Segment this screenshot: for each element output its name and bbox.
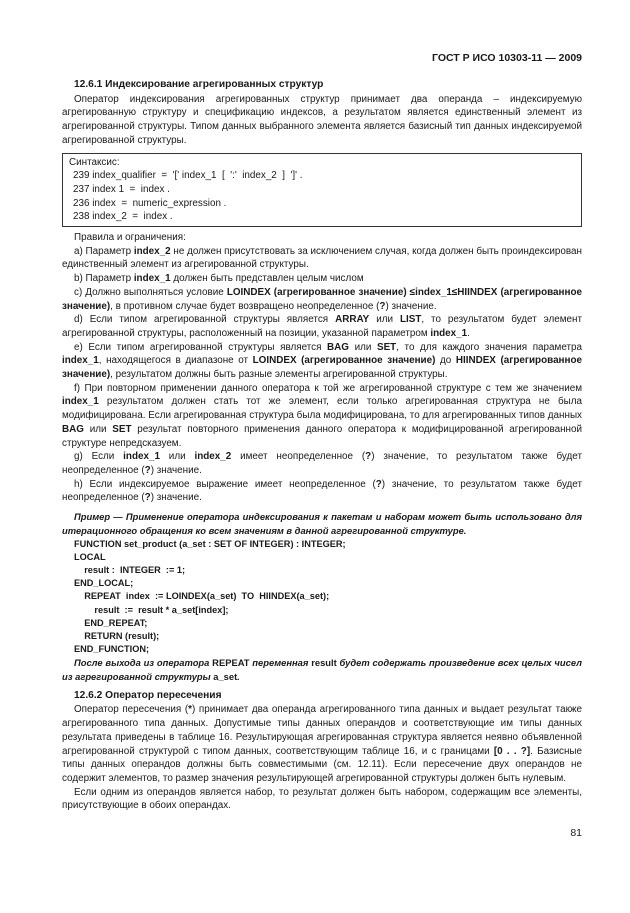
rule-c: с) Должно выполняться условие LOINDEX (агрегированное значение) ≤index_1≤HIINDEX (агрегированное значение), в противном случае будет возвращено неопределенное (?) значение.: [62, 286, 582, 312]
code-line: result : INTEGER := 1;: [74, 564, 186, 575]
rule-h: h) Если индексируемое выражение имеет неопределенное (?) значение, то результатом также будет неопределенное (?) значение.: [62, 478, 582, 504]
page-content: [62, 78, 582, 813]
rule-g: g) Если index_1 или index_2 имеет неопределенное (?) значение, то результатом также будет неопределенное (?) значение.: [62, 451, 582, 476]
syntax-line: 238 index_2 = index .: [73, 211, 173, 223]
code-line: REPEAT index := LOINDEX(a_set) TO HIINDEX(a_set);: [74, 591, 330, 602]
code-line: END_REPEAT;: [74, 617, 148, 628]
code-line: result := result * a_set[index];: [74, 604, 229, 615]
syntax-line: 237 index 1 = index .: [73, 183, 170, 195]
section-intro-paragraph: Оператор индексирования агрегированных структур принимает два операнда – индексируемую агрегированную структуру и спецификацию индексов, а результатом является единственный элемент из агрегированной структуры. Типом данных выбранного элемента является базисный тип данных индексируемой агрегированной структуры.: [62, 93, 582, 146]
intersection-paragraph-2: Если одним из операндов является набор, то результат должен быть набором, содержащим все элементы, присутствующие в обоих операндах.: [62, 786, 582, 812]
rule-a: а) Параметр index_2 не должен присутствовать за исключением случая, когда должен быть проиндексирован единственный элемент из агрегированной структуры.: [62, 245, 582, 271]
code-line: END_LOCAL;: [74, 578, 134, 589]
code-line: LOCAL: [74, 551, 106, 562]
example-after-note: После выхода из оператора REPEAT переменная result будет содержать произведение всех целых чисел из агрегированной структуры a_set.: [62, 657, 582, 683]
syntax-line: 239 index_qualifier = '[' index_1 [ ':' index_2 ] ']' .: [73, 170, 303, 182]
section-title-12-6-1: 12.6.1 Индексирование агрегированных структур: [74, 79, 324, 90]
syntax-label: Синтаксис:: [69, 156, 120, 168]
page-number: 81: [570, 827, 582, 839]
rule-f: f) При повторном применении данного оператора к той же агрегированной структуре с тем же значением index_1 результатом должен стать тот же элемент, если только агрегированная структура не была модифицирована. Если агрегированная структура была модифицирована, то для агрегированных типов данных BAG или SET результат повторного применения данного оператора к модифицированной агрегированной структуре непредсказуем.: [62, 382, 582, 449]
document-header: ГОСТ Р ИСО 10303-11 — 2009: [432, 52, 582, 64]
rule-d: d) Если типом агрегированной структуры является ARRAY или LIST, то результатом будет элемент агрегированной структуры, расположенный на позиции, указанной параметром index_1.: [62, 314, 582, 339]
rule-b: b) Параметр index_1 должен быть представлен целым числом: [74, 273, 364, 285]
example-caption: Пример — Применение оператора индексирования к пакетам и наборам может быть использовано для итерационного обращения ко всем значениям в данной агрегированной структуре.: [62, 511, 582, 536]
section-title-12-6-2: 12.6.2 Оператор пересечения: [74, 689, 222, 701]
code-line: END_FUNCTION;: [74, 644, 150, 655]
syntax-line: 236 index = numeric_expression .: [73, 197, 227, 209]
rules-label: Правила и ограничения:: [74, 232, 186, 244]
intersection-paragraph-1: Оператор пересечения (*) принимает два операнда агрегированного типа данных и выдает результат также агрегированного типа данных. Допустимые типы данных операндов и соответствующие им типы данных результата приведены в таблице 16. Результирующая агрегированная структура является неявно объявленной агрегированной структурой с типом данных, соответствующим таблице 16, и с границами [0 . . ?]. Базисные типы данных операндов должны быть совместимыми (см. 12.11). Если пересечение двух операндов не содержит элементов, то размер значения результирующей агрегированной структуры должен быть нулевым.: [62, 704, 582, 784]
rule-e: е) Если типом агрегированной структуры является BAG или SET, то для каждого значения параметра index_1, находящегося в диапазоне от LOINDEX (агрегированное значение) до HIINDEX (агрегированное значение), результатом должны быть разные элементы агрегированной структуры.: [62, 341, 583, 381]
syntax-box: [62, 153, 582, 228]
code-line: FUNCTION set_product (a_set : SET OF INTEGER) : INTEGER;: [74, 538, 346, 549]
code-line: RETURN (result);: [74, 630, 160, 641]
example-code-block: [62, 538, 582, 657]
